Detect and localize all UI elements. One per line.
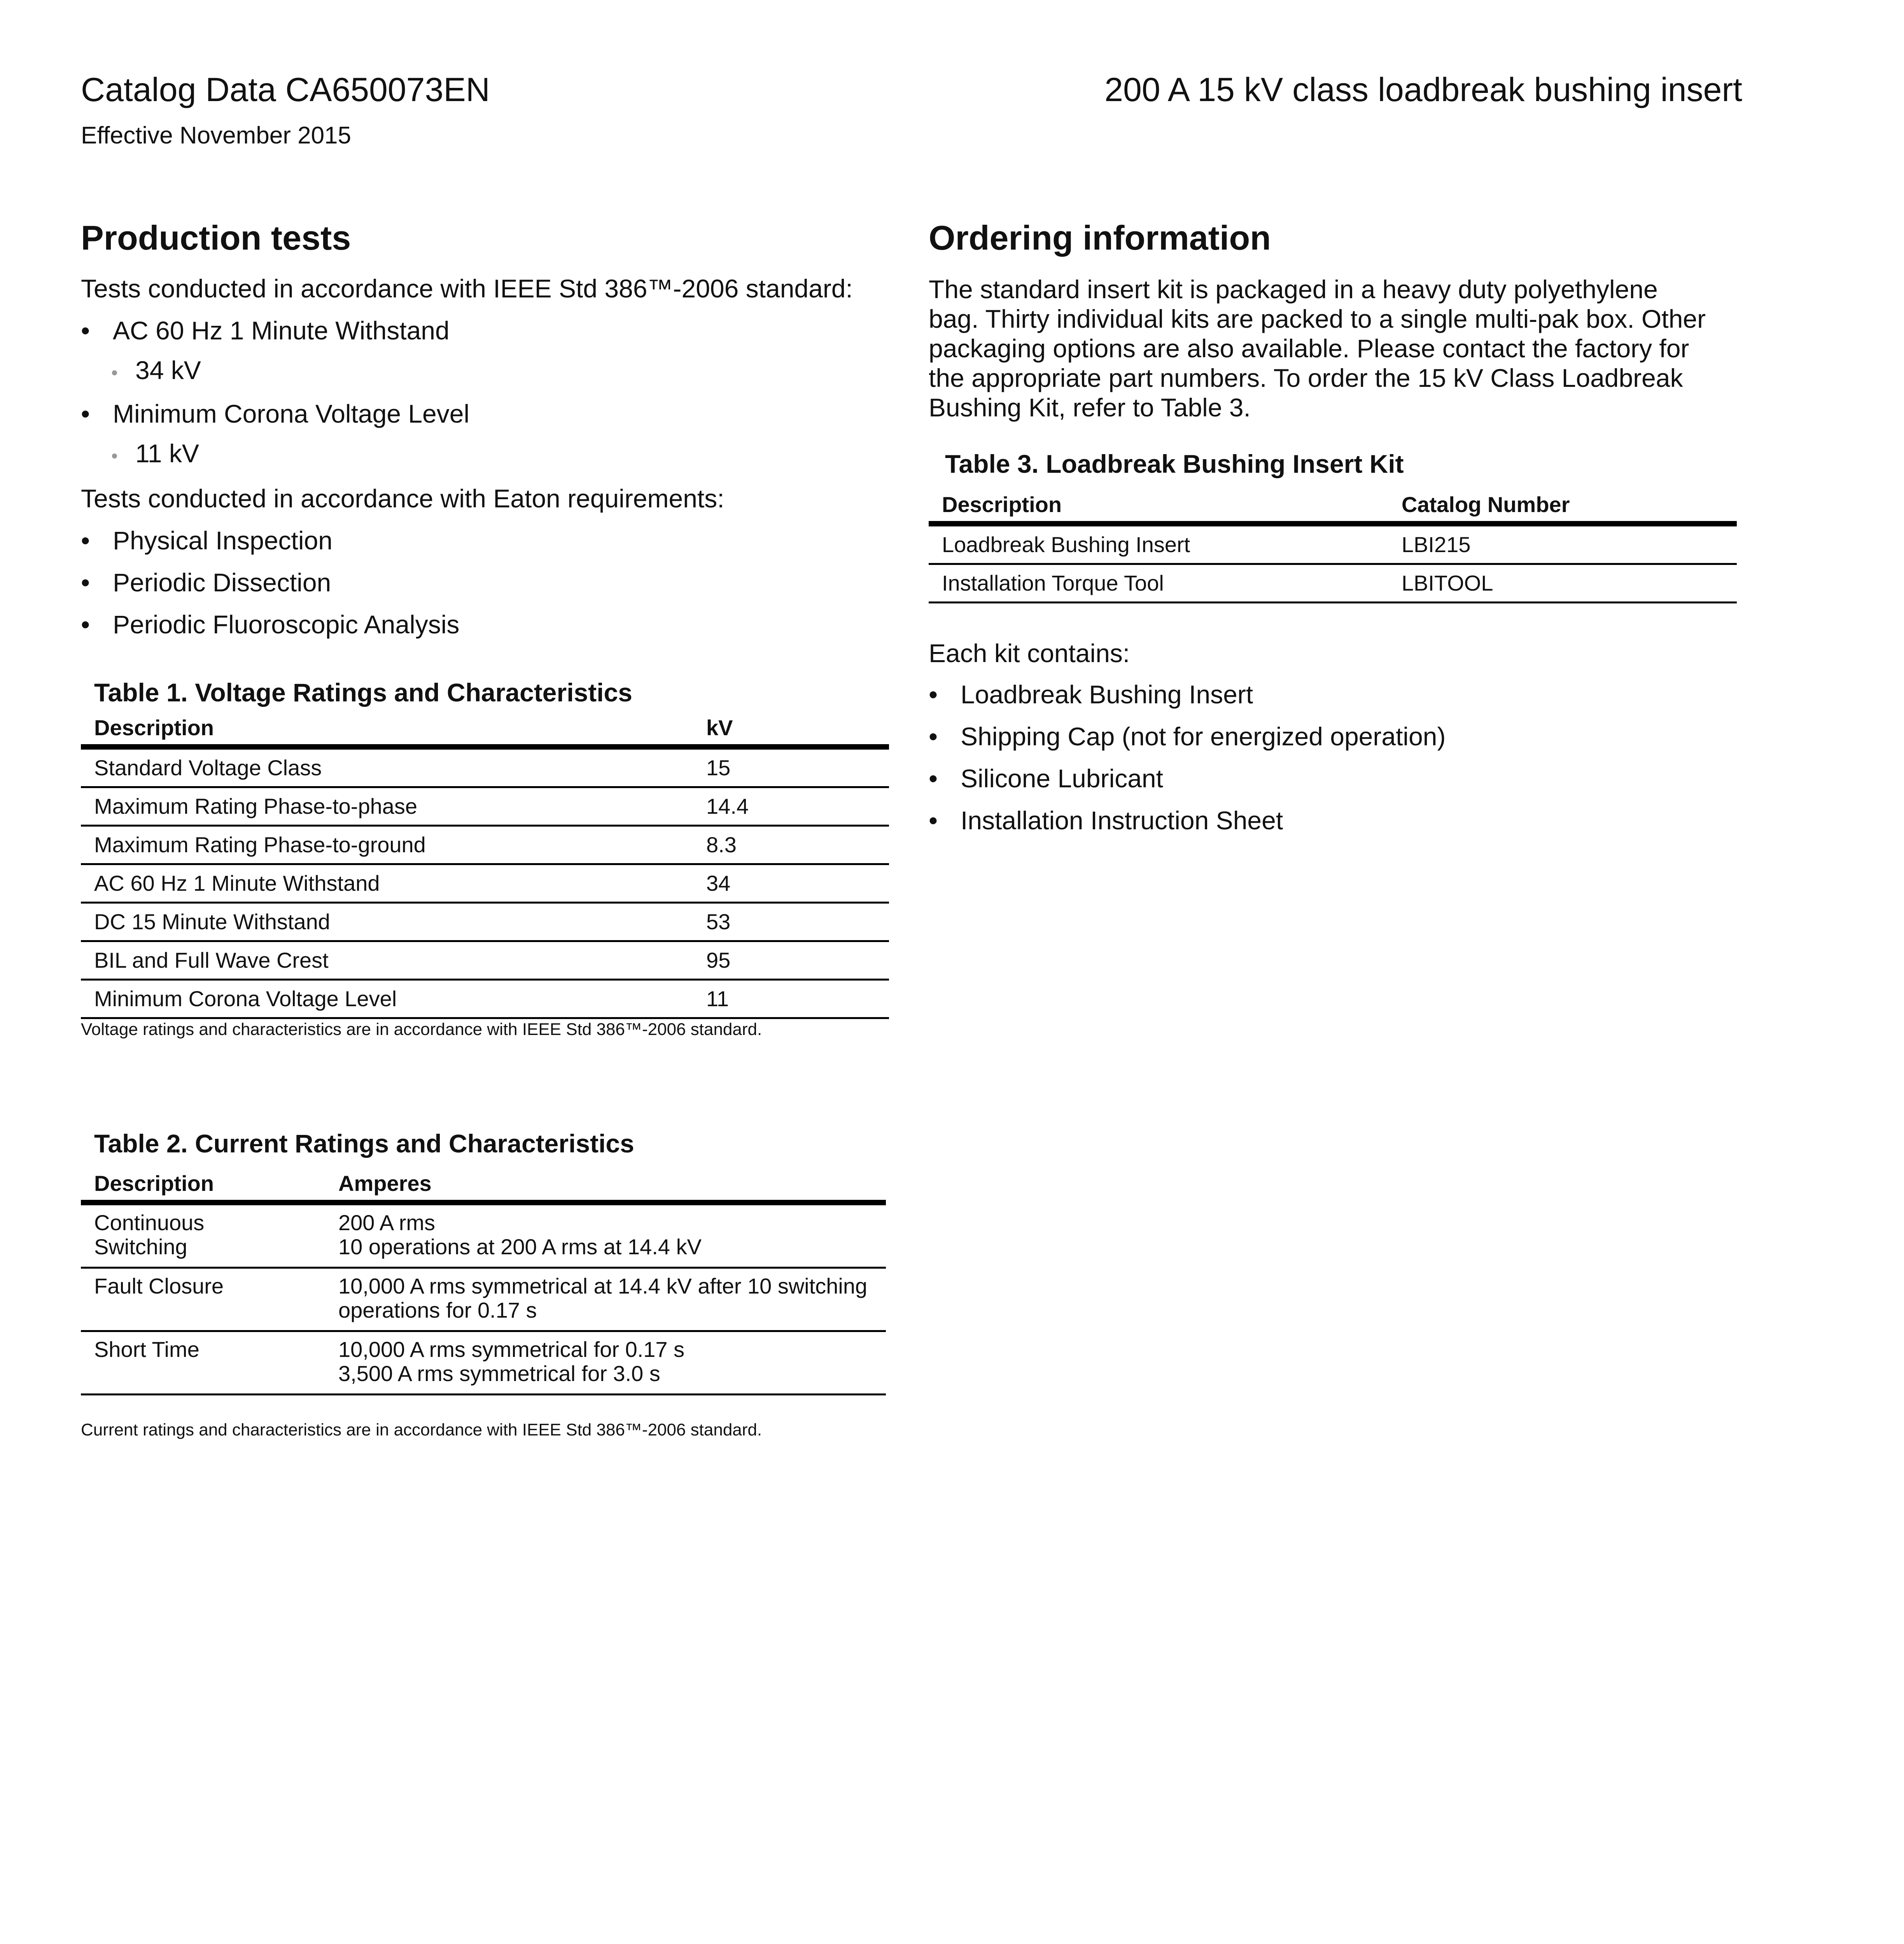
list-item: • Physical Inspection	[81, 526, 332, 555]
column-header: Description	[929, 491, 1388, 524]
product-title: 200 A 15 kV class loadbreak bushing insert	[1104, 71, 1742, 108]
column-header: Description	[81, 1170, 325, 1203]
column-header: Description	[81, 715, 693, 747]
list-item: • AC 60 Hz 1 Minute Withstand	[81, 316, 450, 345]
list-item: • Periodic Fluoroscopic Analysis	[81, 610, 460, 639]
table1-note: Voltage ratings and characteristics are in accordance with IEEE Std 386™-2006 standard.	[81, 1020, 762, 1039]
catalog-code: CA650073EN	[285, 71, 490, 108]
table-row: DC 15 Minute Withstand 53	[81, 903, 889, 941]
column-header: kV	[693, 715, 889, 747]
table-row: Fault Closure 10,000 A rms symmetrical at 14.4 kV after 10 switching operations for 0.17 s	[81, 1268, 886, 1331]
table-row: Maximum Rating Phase-to-phase 14.4	[81, 787, 889, 826]
table-row: Continuous Switching 200 A rms 10 operations at 200 A rms at 14.4 kV	[81, 1203, 886, 1268]
column-header: Catalog Number	[1388, 491, 1737, 524]
table-row: Loadbreak Bushing Insert LBI215	[929, 524, 1737, 564]
voltage-ratings-table	[81, 715, 889, 1019]
table-row: Installation Torque Tool LBITOOL	[929, 564, 1737, 603]
catalog-header	[81, 73, 490, 107]
table1-title: Table 1. Voltage Ratings and Characteristics	[94, 678, 632, 707]
effective-date: Effective November 2015	[81, 122, 352, 149]
table-row: Short Time 10,000 A rms symmetrical for 0.17 s 3,500 A rms symmetrical for 3.0 s	[81, 1331, 886, 1395]
table-row: Standard Voltage Class 15	[81, 747, 889, 787]
table3-title: Table 3. Loadbreak Bushing Insert Kit	[945, 449, 1404, 478]
table-row: BIL and Full Wave Crest 95	[81, 941, 889, 980]
ieee-intro: Tests conducted in accordance with IEEE Std 386™-2006 standard:	[81, 274, 853, 303]
list-item: • Loadbreak Bushing Insert	[929, 680, 1253, 709]
list-item: • Installation Instruction Sheet	[929, 806, 1283, 835]
list-item: • Minimum Corona Voltage Level	[81, 399, 470, 428]
insert-kit-table	[929, 491, 1737, 603]
table2-note: Current ratings and characteristics are in accordance with IEEE Std 386™-2006 standard.	[81, 1420, 762, 1439]
eaton-intro: Tests conducted in accordance with Eaton requirements:	[81, 484, 724, 513]
table2-title: Table 2. Current Ratings and Characteristics	[94, 1129, 634, 1158]
table-row: Minimum Corona Voltage Level 11	[81, 980, 889, 1018]
list-item: • Periodic Dissection	[81, 568, 331, 597]
catalog-prefix: Catalog Data	[81, 71, 276, 108]
ordering-paragraph: The standard insert kit is packaged in a heavy duty polyethylene bag. Thirty individual kits are packed to a single multi-pak box. Other packaging options are also available. Please contact the factory for the appropriate part numbers. To order the 15 kV Class Loadbreak Bushing Kit, refer to Table 3.	[929, 275, 1706, 422]
table-row: Maximum Rating Phase-to-ground 8.3	[81, 826, 889, 864]
kit-intro: Each kit contains:	[929, 639, 1130, 668]
production-tests-title: Production tests	[81, 219, 351, 257]
list-subitem: • 11 kV	[111, 439, 199, 468]
current-ratings-table	[81, 1170, 886, 1395]
column-header: Amperes	[325, 1170, 886, 1203]
list-item: • Shipping Cap (not for energized operation)	[929, 722, 1446, 751]
ordering-info-title: Ordering information	[929, 219, 1271, 257]
table-row: AC 60 Hz 1 Minute Withstand 34	[81, 864, 889, 903]
list-subitem: • 34 kV	[111, 356, 201, 385]
list-item: • Silicone Lubricant	[929, 764, 1163, 793]
